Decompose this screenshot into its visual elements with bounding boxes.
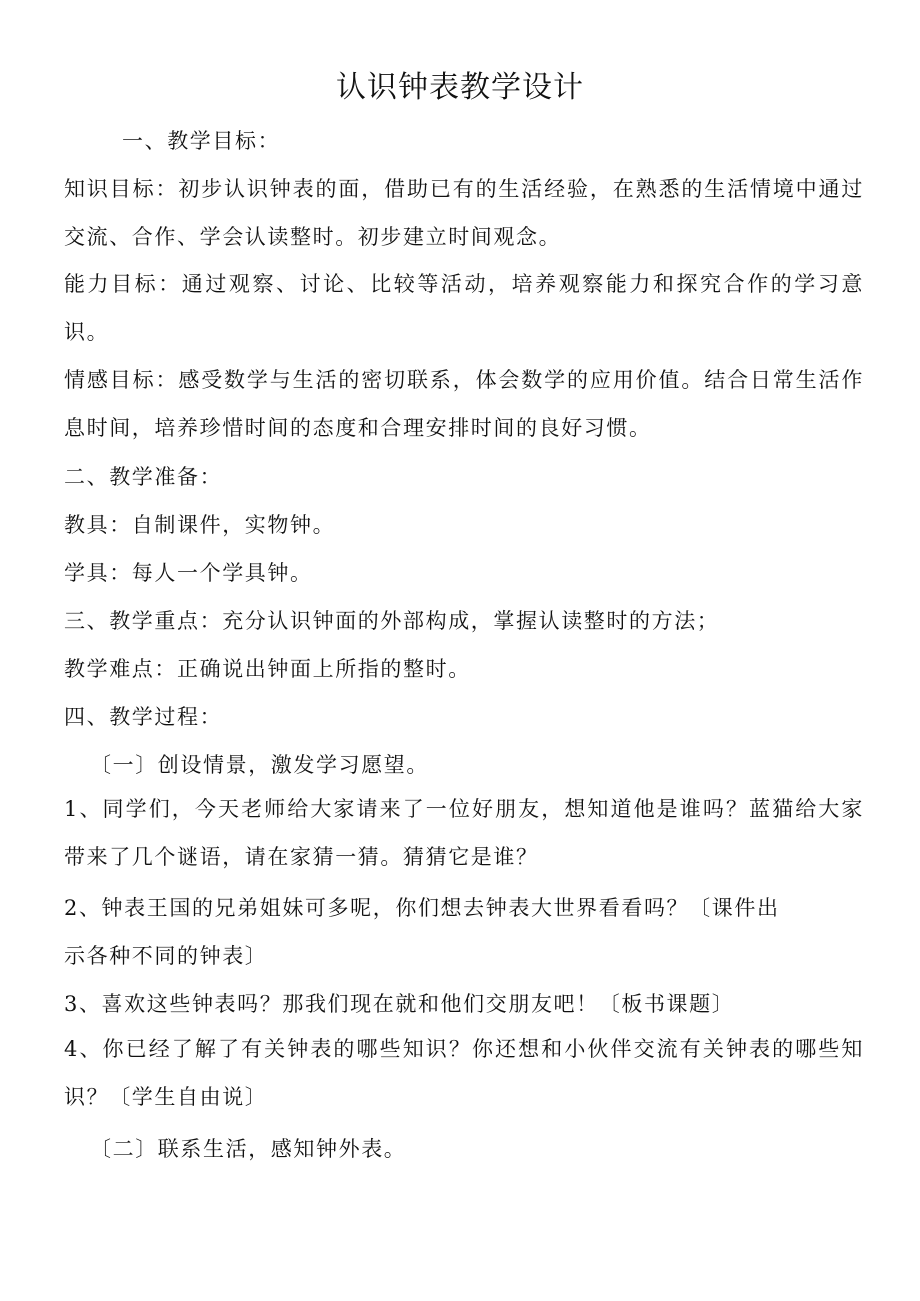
step1-heading: 〔一〕创设情景，激发学习愿望。 xyxy=(90,753,429,777)
process-item-2-line-1: 2、钟表王国的兄弟姐妹可多呢，你们想去钟表大世界看看吗？〔课件出 xyxy=(64,896,780,920)
teaching-aids: 教具：自制课件，实物钟。 xyxy=(64,513,336,537)
goals-heading: 一、教学目标： xyxy=(122,129,281,153)
step2-heading: 〔二〕联系生活，感知钟外表。 xyxy=(90,1137,407,1161)
key-point: 三、教学重点：充分认识钟面的外部构成，掌握认读整时的方法； xyxy=(64,609,720,633)
process-item-3: 3、喜欢这些钟表吗？那我们现在就和他们交朋友吧！〔板书课题〕 xyxy=(64,992,735,1016)
ability-goal: 能力目标：通过观察、讨论、比较等活动，培养观察能力和探究合作的学习意识。 xyxy=(64,272,864,344)
prep-heading: 二、教学准备： xyxy=(64,465,223,489)
emotion-goal: 情感目标：感受数学与生活的密切联系，体会数学的应用价值。结合日常生活作息时间，培养珍惜时间的态度和合理安排时间的良好习惯。 xyxy=(64,368,864,440)
knowledge-goal: 知识目标：初步认识钟表的面，借助已有的生活经验，在熟悉的生活情境中通过交流、合作、学会认读整时。初步建立时间观念。 xyxy=(64,177,864,249)
process-heading: 四、教学过程： xyxy=(64,705,223,729)
document-title: 认识钟表教学设计 xyxy=(336,70,584,105)
student-aids: 学具：每人一个学具钟。 xyxy=(64,561,313,585)
difficulty: 教学难点：正确说出钟面上所指的整时。 xyxy=(64,657,471,681)
process-item-4: 4、你已经了解了有关钟表的哪些知识？你还想和小伙伴交流有关钟表的哪些知识？〔学生自由说〕 xyxy=(64,1037,864,1109)
process-item-1: 1、同学们，今天老师给大家请来了一位好朋友，想知道他是谁吗？蓝猫给大家带来了几个谜语，请在家猜一猜。猜猜它是谁？ xyxy=(64,797,864,869)
process-item-2-line-2: 示各种不同的钟表〕 xyxy=(64,944,268,968)
